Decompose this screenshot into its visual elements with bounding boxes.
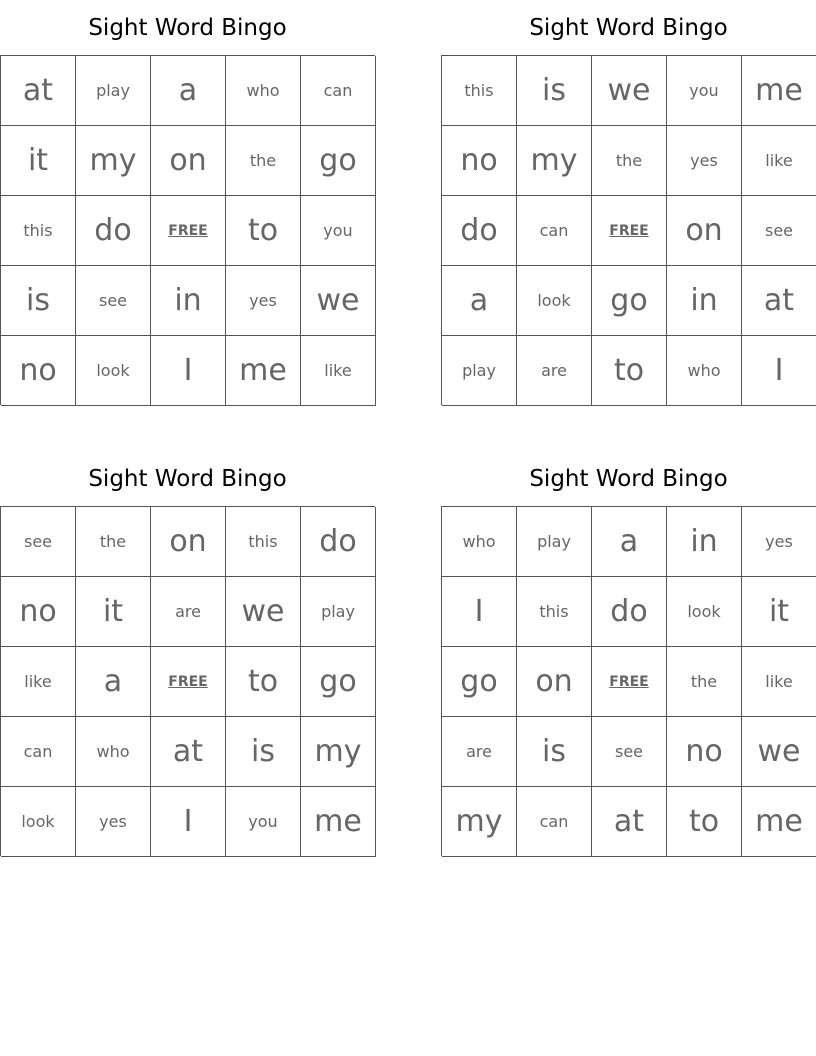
word-cell: see: [76, 266, 151, 336]
word-cell: a: [76, 647, 151, 717]
word-cell: it: [1, 126, 76, 196]
word-cell: a: [592, 507, 667, 577]
word-cell: play: [442, 336, 517, 406]
word-cell: I: [151, 787, 226, 857]
word-cell: to: [667, 787, 742, 857]
word-cell: no: [442, 126, 517, 196]
word-cell: do: [592, 577, 667, 647]
word-cell: me: [301, 787, 376, 857]
free-space-cell: FREE: [592, 647, 667, 717]
word-cell: the: [592, 126, 667, 196]
bingo-card-3: [0, 461, 375, 856]
word-cell: this: [517, 577, 592, 647]
word-cell: go: [442, 647, 517, 717]
free-space-cell: FREE: [151, 647, 226, 717]
word-cell: look: [667, 577, 742, 647]
word-cell: at: [592, 787, 667, 857]
word-cell: this: [226, 507, 301, 577]
word-cell: do: [301, 507, 376, 577]
word-cell: my: [301, 717, 376, 787]
word-cell: is: [226, 717, 301, 787]
word-cell: in: [151, 266, 226, 336]
word-cell: can: [301, 56, 376, 126]
word-cell: yes: [667, 126, 742, 196]
word-cell: like: [742, 647, 816, 717]
word-cell: no: [1, 336, 76, 406]
word-cell: we: [301, 266, 376, 336]
word-cell: yes: [742, 507, 816, 577]
word-cell: me: [742, 787, 816, 857]
bingo-card-2: [441, 10, 816, 405]
word-cell: to: [226, 196, 301, 266]
word-cell: can: [517, 196, 592, 266]
word-cell: a: [151, 56, 226, 126]
word-cell: look: [1, 787, 76, 857]
word-cell: this: [1, 196, 76, 266]
word-cell: see: [742, 196, 816, 266]
word-cell: this: [442, 56, 517, 126]
word-cell: go: [301, 126, 376, 196]
bingo-grid: [0, 55, 375, 405]
word-cell: me: [742, 56, 816, 126]
word-cell: see: [592, 717, 667, 787]
word-cell: play: [517, 507, 592, 577]
word-cell: I: [151, 336, 226, 406]
word-cell: is: [517, 56, 592, 126]
word-cell: we: [592, 56, 667, 126]
word-cell: at: [1, 56, 76, 126]
word-cell: a: [442, 266, 517, 336]
word-cell: who: [442, 507, 517, 577]
card-title: Sight Word Bingo: [88, 15, 287, 41]
free-space-cell: FREE: [592, 196, 667, 266]
word-cell: I: [442, 577, 517, 647]
bingo-card-4: [441, 461, 816, 856]
word-cell: at: [151, 717, 226, 787]
word-cell: on: [667, 196, 742, 266]
word-cell: look: [76, 336, 151, 406]
word-cell: is: [1, 266, 76, 336]
word-cell: play: [301, 577, 376, 647]
word-cell: the: [667, 647, 742, 717]
bingo-grid: [0, 506, 375, 856]
word-cell: go: [592, 266, 667, 336]
word-cell: in: [667, 507, 742, 577]
word-cell: it: [742, 577, 816, 647]
bingo-card-1: [0, 10, 375, 405]
word-cell: my: [517, 126, 592, 196]
word-cell: it: [76, 577, 151, 647]
word-cell: who: [76, 717, 151, 787]
word-cell: me: [226, 336, 301, 406]
word-cell: yes: [76, 787, 151, 857]
word-cell: we: [742, 717, 816, 787]
word-cell: to: [592, 336, 667, 406]
word-cell: look: [517, 266, 592, 336]
word-cell: can: [517, 787, 592, 857]
word-cell: are: [517, 336, 592, 406]
word-cell: can: [1, 717, 76, 787]
card-title: Sight Word Bingo: [88, 466, 287, 492]
bingo-grid: [441, 55, 816, 405]
word-cell: on: [517, 647, 592, 717]
free-space-cell: FREE: [151, 196, 226, 266]
word-cell: the: [226, 126, 301, 196]
word-cell: who: [667, 336, 742, 406]
word-cell: who: [226, 56, 301, 126]
word-cell: do: [76, 196, 151, 266]
word-cell: yes: [226, 266, 301, 336]
word-cell: no: [1, 577, 76, 647]
word-cell: no: [667, 717, 742, 787]
word-cell: in: [667, 266, 742, 336]
word-cell: like: [1, 647, 76, 717]
word-cell: are: [151, 577, 226, 647]
word-cell: you: [226, 787, 301, 857]
word-cell: my: [442, 787, 517, 857]
word-cell: on: [151, 126, 226, 196]
word-cell: go: [301, 647, 376, 717]
bingo-grid: [441, 506, 816, 856]
word-cell: we: [226, 577, 301, 647]
word-cell: are: [442, 717, 517, 787]
word-cell: to: [226, 647, 301, 717]
card-title: Sight Word Bingo: [529, 466, 728, 492]
word-cell: you: [667, 56, 742, 126]
word-cell: play: [76, 56, 151, 126]
word-cell: my: [76, 126, 151, 196]
word-cell: at: [742, 266, 816, 336]
word-cell: is: [517, 717, 592, 787]
word-cell: like: [742, 126, 816, 196]
word-cell: like: [301, 336, 376, 406]
word-cell: see: [1, 507, 76, 577]
word-cell: on: [151, 507, 226, 577]
word-cell: you: [301, 196, 376, 266]
word-cell: do: [442, 196, 517, 266]
word-cell: I: [742, 336, 816, 406]
word-cell: the: [76, 507, 151, 577]
card-title: Sight Word Bingo: [529, 15, 728, 41]
